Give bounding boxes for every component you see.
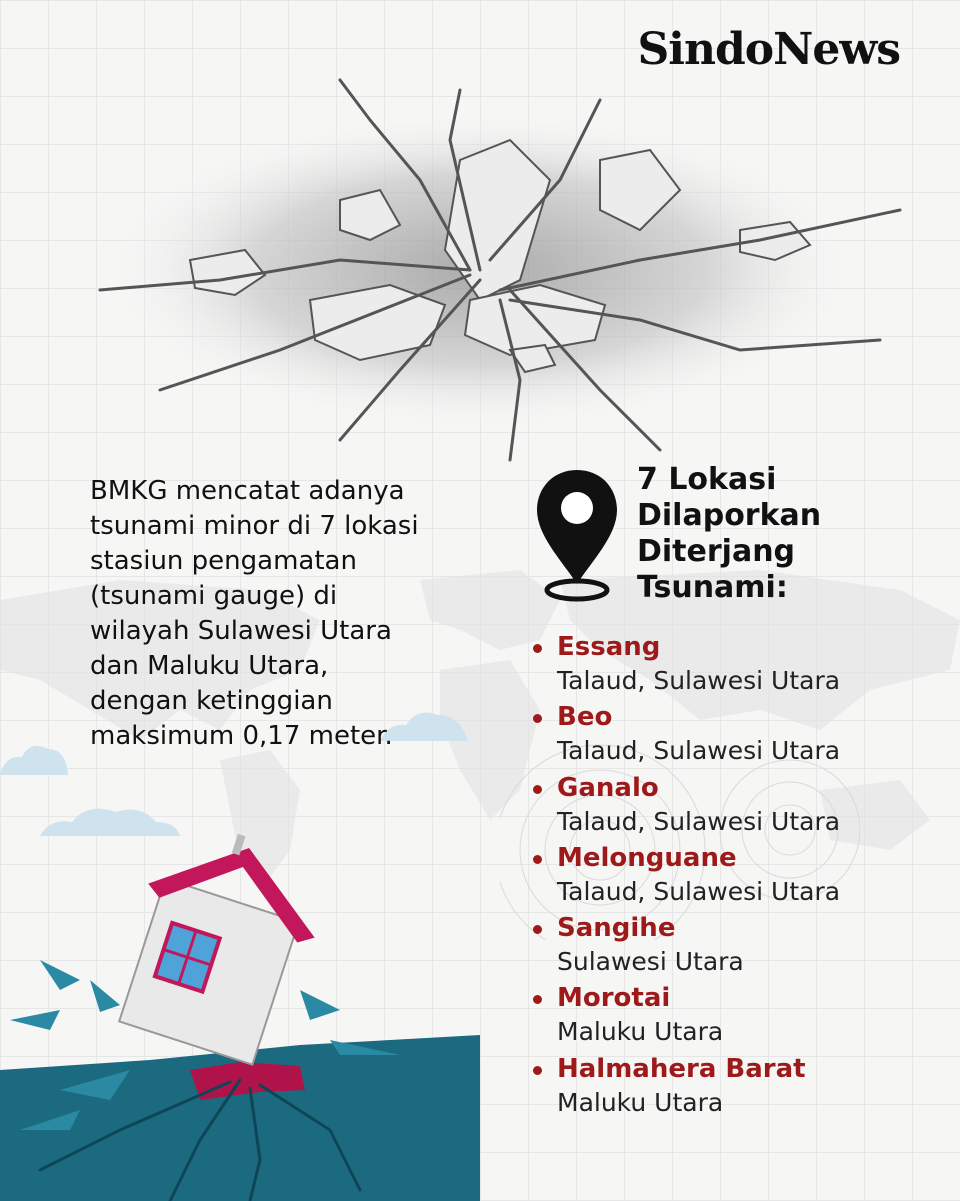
location-name: Beo <box>557 702 613 733</box>
locations-title-line: Tsunami: <box>637 570 788 605</box>
house-earthquake-illustration <box>0 830 480 1201</box>
location-region: Maluku Utara <box>557 1017 724 1047</box>
bullet-dot-icon <box>533 855 542 864</box>
location-name: Sangihe <box>557 913 676 944</box>
location-item <box>530 771 950 841</box>
locations-list <box>530 630 950 1122</box>
cracked-ground-illustration <box>40 60 920 480</box>
locations-title-line: 7 Lokasi <box>637 462 777 497</box>
location-region: Talaud, Sulawesi Utara <box>557 806 841 836</box>
bullet-dot-icon <box>533 925 542 934</box>
location-region: Maluku Utara <box>557 1087 724 1117</box>
cloud-icon <box>0 735 70 780</box>
intro-paragraph: BMKG mencatat adanya tsunami minor di 7 lokasi stasiun pengamatan (tsunami gauge) di wilayah Sulawesi Utara dan Maluku Utara, dengan ketinggian maksimum 0,17 meter. <box>90 476 419 751</box>
location-item <box>530 630 950 700</box>
brand-logo: SindoNews <box>637 24 900 75</box>
bullet-dot-icon <box>533 644 542 653</box>
location-item <box>530 700 950 770</box>
location-name: Essang <box>557 632 661 662</box>
location-region: Sulawesi Utara <box>557 947 744 977</box>
location-name: Morotai <box>557 983 671 1014</box>
location-region: Talaud, Sulawesi Utara <box>557 876 841 906</box>
bullet-dot-icon <box>533 1066 542 1075</box>
location-item <box>530 841 950 911</box>
location-name: Ganalo <box>557 772 659 803</box>
location-name: Halmahera Barat <box>557 1053 806 1084</box>
location-item <box>530 981 950 1051</box>
location-item <box>530 1052 950 1122</box>
locations-title-line: Diterjang <box>637 534 796 569</box>
bullet-dot-icon <box>533 995 542 1004</box>
bullet-dot-icon <box>533 785 542 794</box>
location-pin-icon <box>533 466 621 602</box>
location-item <box>530 911 950 981</box>
locations-title <box>637 462 821 606</box>
bullet-dot-icon <box>533 714 542 723</box>
locations-title-line: Dilaporkan <box>637 498 822 533</box>
location-name: Melonguane <box>557 842 737 873</box>
location-region: Talaud, Sulawesi Utara <box>557 736 841 766</box>
location-region: Talaud, Sulawesi Utara <box>557 666 841 695</box>
